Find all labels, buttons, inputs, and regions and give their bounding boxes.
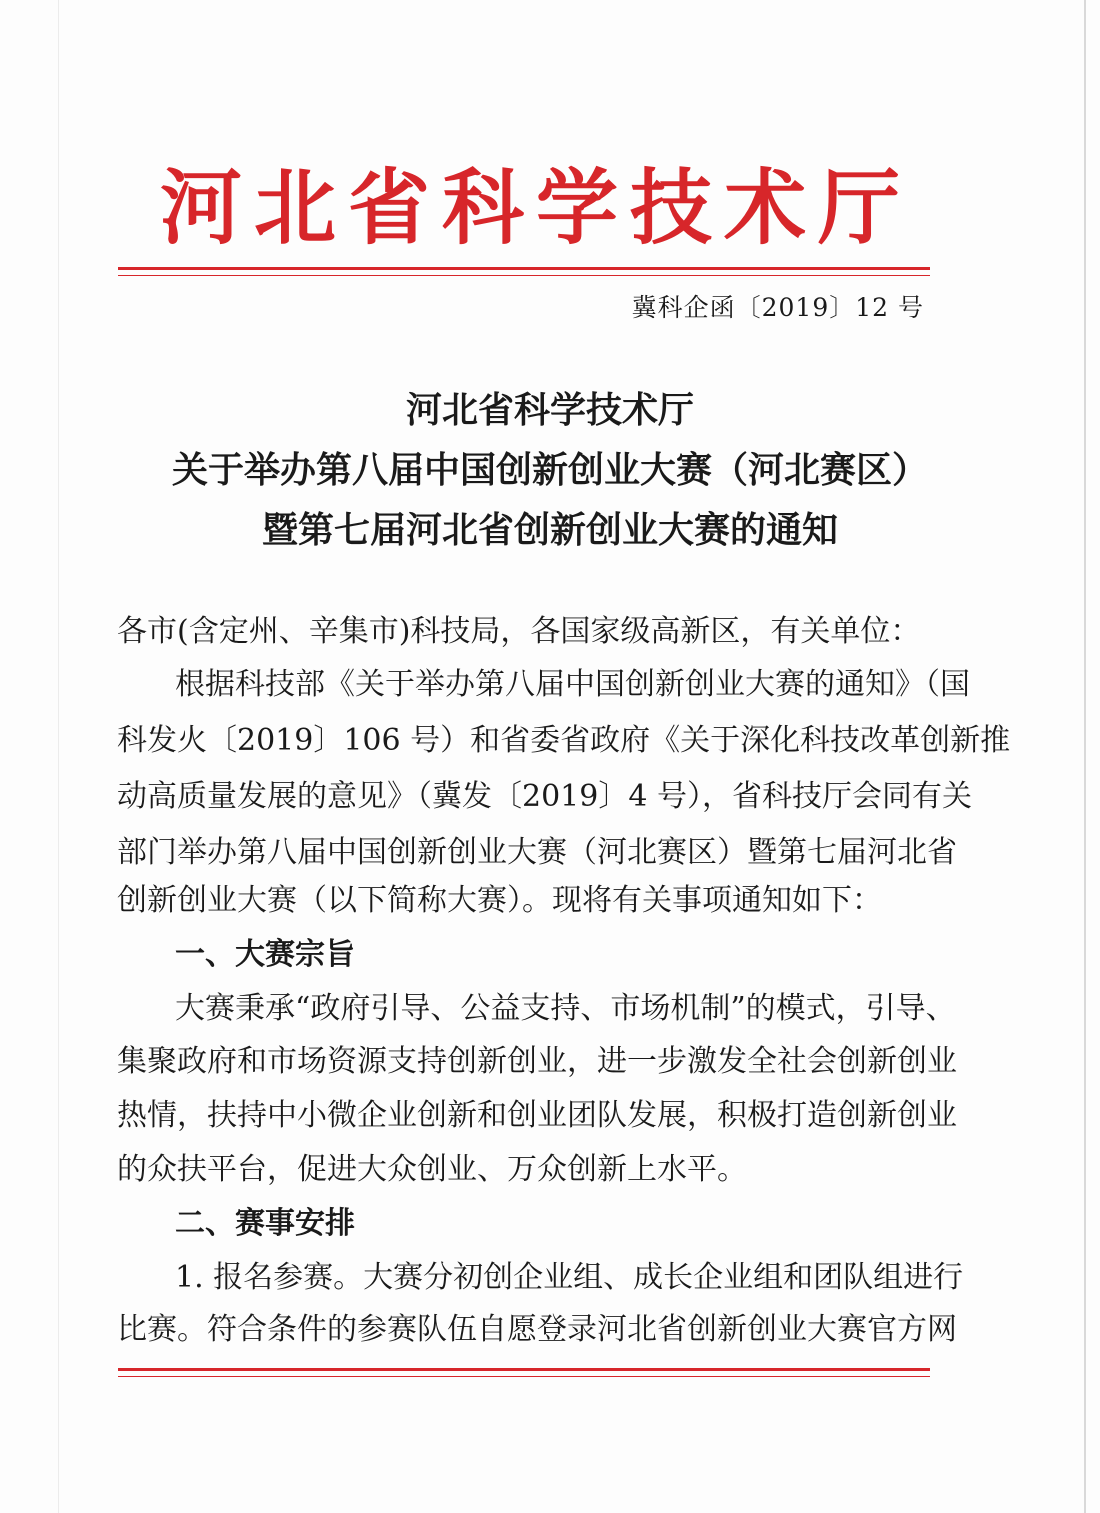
page-edge-left [58, 0, 59, 1513]
masthead-title: 河北省科学技术厅 [160, 160, 913, 256]
red-rule-thin [118, 275, 930, 276]
title-line-2: 关于举办第八届中国创新创业大赛（河北赛区） [171, 449, 928, 491]
section1-line: 的众扶平台，促进大众创业、万众创新上水平。 [117, 1152, 747, 1187]
title-line-1: 河北省科学技术厅 [405, 389, 694, 431]
red-rule-bottom-thin [118, 1376, 930, 1377]
intro-line: 部门举办第八届中国创新创业大赛（河北赛区）暨第七届河北省 [117, 835, 957, 870]
intro-line: 动高质量发展的意见》（冀发〔2019〕4 号），省科技厅会同有关 [117, 779, 972, 814]
page-edge-right [1084, 0, 1086, 1513]
section-heading-purpose: 一、大赛宗旨 [175, 937, 355, 972]
section1-line: 集聚政府和市场资源支持创新创业，进一步激发全社会创新创业 [117, 1044, 957, 1079]
section1-line: 热情，扶持中小微企业创新和创业团队发展，积极打造创新创业 [117, 1098, 957, 1133]
title-line-3: 暨第七届河北省创新创业大赛的通知 [261, 509, 838, 551]
section1-line: 大赛秉承“政府引导、公益支持、市场机制”的模式，引导、 [175, 991, 956, 1026]
red-rule-bottom-thick [118, 1368, 930, 1371]
section-heading-arrangement: 二、赛事安排 [175, 1206, 355, 1241]
addressee: 各市(含定州、辛集市)科技局，各国家级高新区，有关单位： [117, 614, 921, 649]
intro-line: 根据科技部《关于举办第八届中国创新创业大赛的通知》（国 [175, 667, 970, 702]
intro-line: 创新创业大赛（以下简称大赛）。现将有关事项通知如下： [117, 883, 882, 918]
document-number: 冀科企函〔2019〕12 号 [631, 293, 924, 322]
section2-line: 比赛。符合条件的参赛队伍自愿登录河北省创新创业大赛官方网 [117, 1312, 957, 1347]
intro-line: 科发火〔2019〕106 号）和省委省政府《关于深化科技改革创新推 [117, 723, 1011, 758]
red-rule-thick [118, 267, 930, 270]
section2-line: 1. 报名参赛。大赛分初创企业组、成长企业组和团队组进行 [175, 1260, 964, 1295]
